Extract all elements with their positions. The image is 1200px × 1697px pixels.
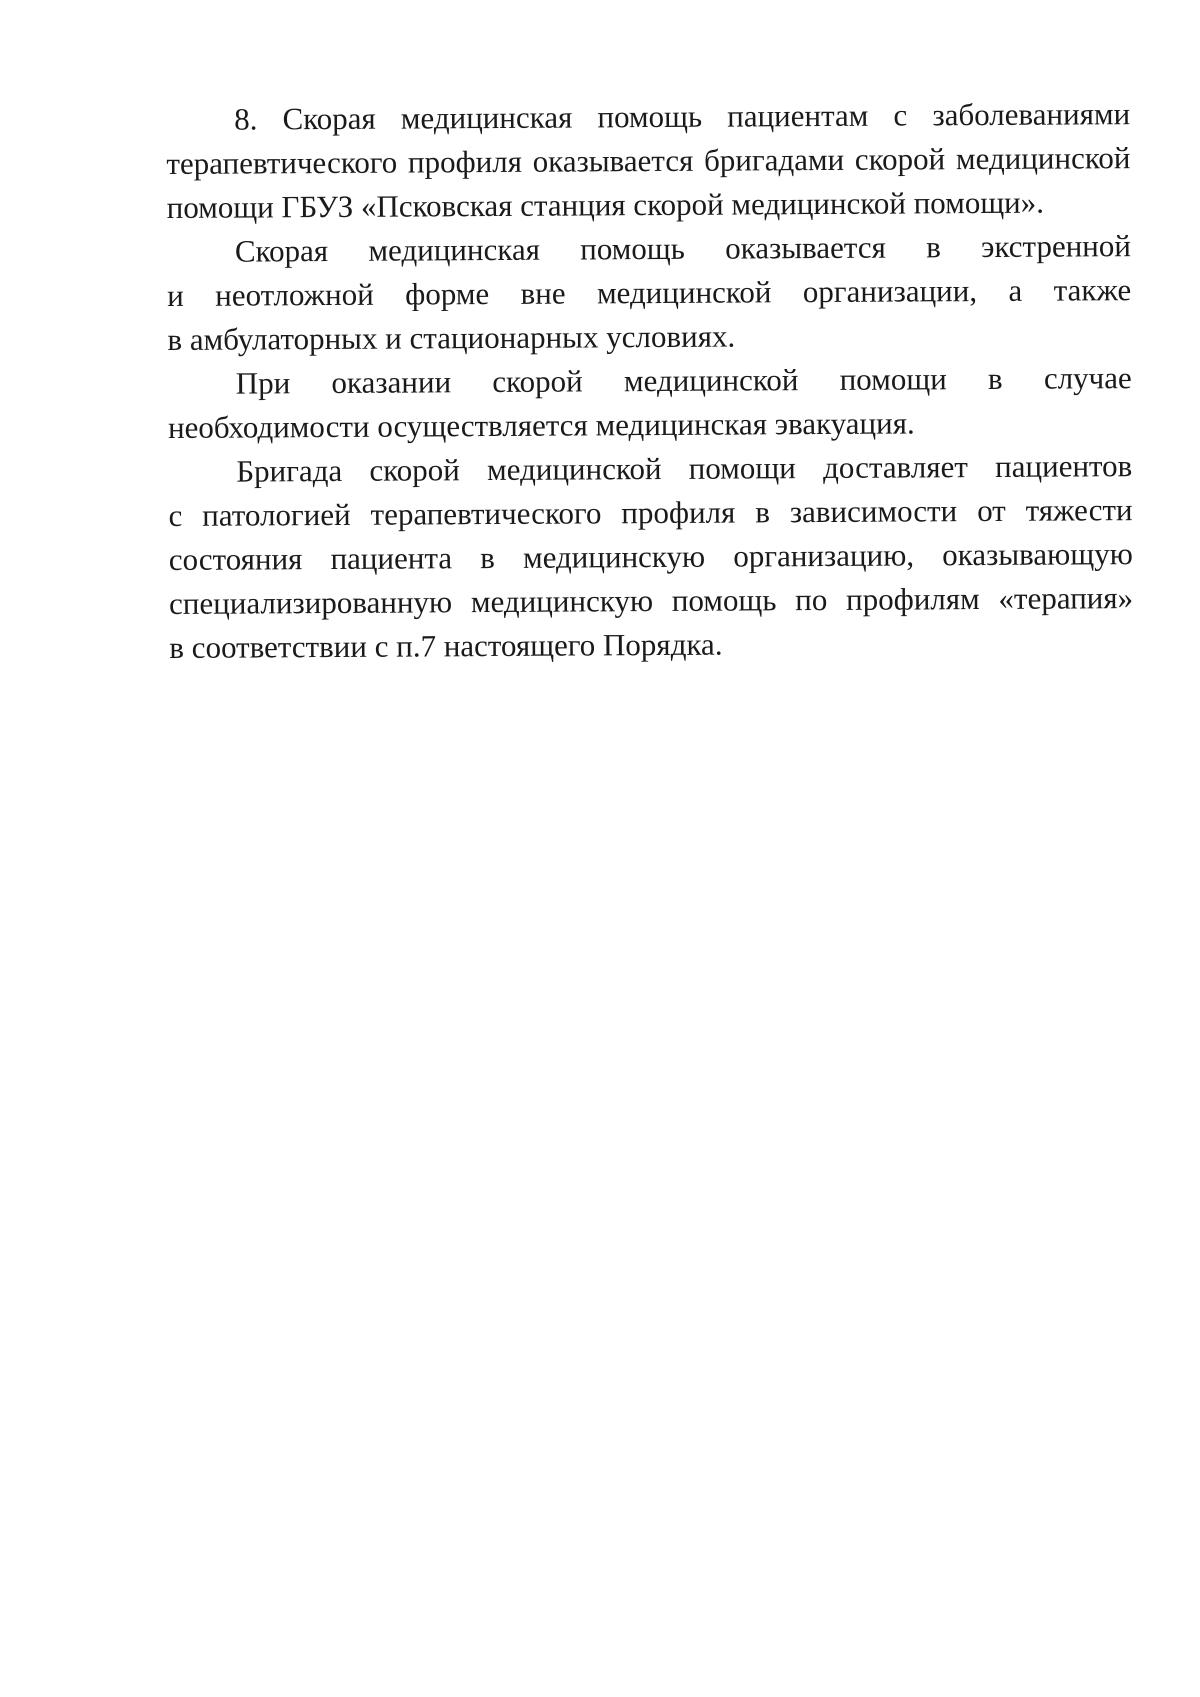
paragraph-line: 8. Скорая медицинская помощь пациентам с заболеваниями <box>234 96 1131 137</box>
paragraph-item-8 <box>166 92 1131 230</box>
paragraph-line: помощи ГБУЗ «Псковская станция скорой медицинской помощи». <box>166 184 1045 225</box>
paragraph-line: Скорая медицинская помощь оказывается в экстренной <box>234 228 1132 269</box>
paragraph-line: состояния пациента в медицинскую организацию, оказывающую <box>168 536 1133 577</box>
paragraph-line: специализированную медицинскую помощь по профилям «терапия» <box>168 580 1134 621</box>
paragraph-line: в соответствии с п.7 настоящего Порядка. <box>169 626 723 665</box>
paragraph-line: с патологией терапевтического профиля в зависимости от тяжести <box>168 492 1133 533</box>
paragraph-emergency-forms <box>167 224 1132 362</box>
paragraph-patient-delivery <box>168 444 1133 670</box>
paragraph-line: в амбулаторных и стационарных условиях. <box>167 318 736 357</box>
paragraph-line: и неотложной форме вне медицинской организации, а также <box>167 272 1132 313</box>
paragraph-evacuation <box>168 356 1133 450</box>
paragraph-line: терапевтического профиля оказывается бригадами скорой медицинской <box>166 140 1131 181</box>
document-body <box>166 92 1133 670</box>
paragraph-line: Бригада скорой медицинской помощи доставляет пациентов <box>236 448 1133 489</box>
paragraph-line: При оказании скорой медицинской помощи в случае <box>235 360 1132 401</box>
paragraph-line: необходимости осуществляется медицинская эвакуация. <box>167 405 915 445</box>
